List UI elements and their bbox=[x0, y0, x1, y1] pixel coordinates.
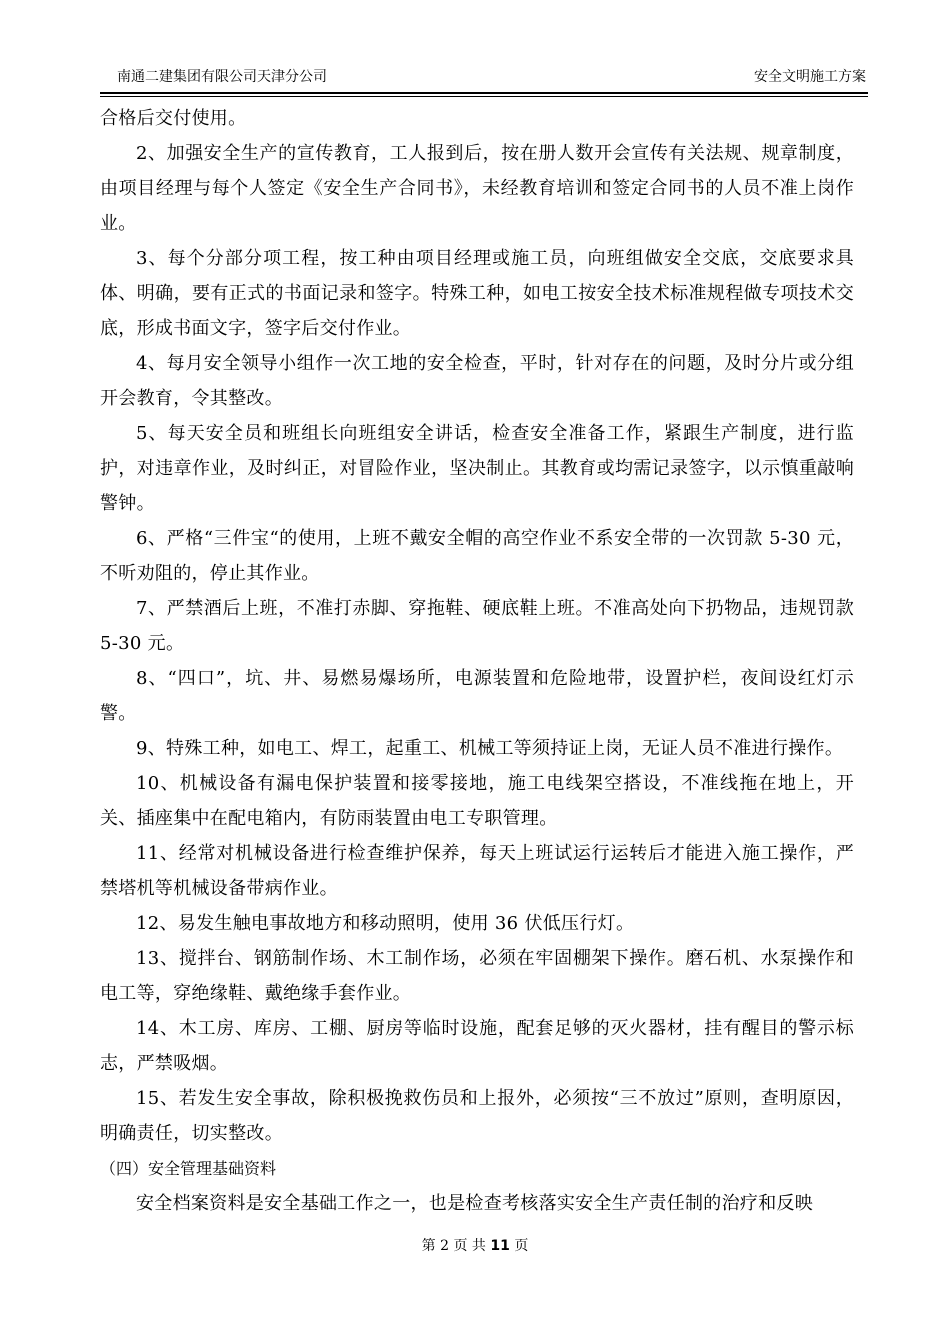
section-paragraph: 安全档案资料是安全基础工作之一，也是检查考核落实安全生产责任制的治疗和反映 bbox=[136, 1193, 814, 1214]
header-rule-thick bbox=[100, 92, 868, 94]
page-header bbox=[100, 66, 868, 88]
list-item: 13、搅拌台、钢筋制作场、木工制作场，必须在牢固棚架下操作。磨石机、水泵操作和电工等，穿绝缘鞋、戴绝缘手套作业。 bbox=[100, 948, 854, 1004]
footer-mid: 页 共 bbox=[453, 1238, 486, 1254]
list-item: 3、每个分部分项工程，按工种由项目经理或施工员，向班组做安全交底，交底要求具体、明确，要有正式的书面记录和签字。特殊工种，如电工按安全技术标准规程做专项技术交底，形成书面文字，签字后交付作业。 bbox=[100, 248, 854, 339]
document-body bbox=[100, 101, 854, 1221]
list-item: 12、易发生触电事故地方和移动照明，使用 36 伏低压行灯。 bbox=[136, 913, 635, 934]
footer-prefix: 第 bbox=[421, 1238, 436, 1254]
list-item: 9、特殊工种，如电工、焊工，起重工、机械工等须持证上岗，无证人员不准进行操作。 bbox=[136, 738, 844, 759]
list-item: 8、“四口”，坑、井、易燃易爆场所，电源装置和危险地带，设置护栏，夜间设红灯示警。 bbox=[100, 668, 854, 724]
footer-page-current: 2 bbox=[440, 1238, 450, 1254]
list-item: 6、严格“三件宝“的使用，上班不戴安全帽的高空作业不系安全带的一次罚款 5-30 元，不听劝阻的，停止其作业。 bbox=[100, 528, 854, 584]
list-item: 2、加强安全生产的宣传教育，工人报到后，按在册人数开会宣传有关法规、规章制度，由项目经理与每个人签定《安全生产合同书》，未经教育培训和签定合同书的人员不准上岗作业。 bbox=[100, 143, 854, 234]
list-item: 10、机械设备有漏电保护装置和接零接地，施工电线架空搭设，不准线拖在地上，开关、插座集中在配电箱内，有防雨装置由电工专职管理。 bbox=[100, 773, 854, 829]
header-rule-thin bbox=[100, 96, 868, 97]
section-title: （四）安全管理基础资料 bbox=[100, 1159, 277, 1178]
header-doc-title: 安全文明施工方案 bbox=[754, 69, 866, 85]
page-footer bbox=[0, 1236, 950, 1256]
footer-suffix: 页 bbox=[514, 1238, 529, 1254]
list-item: 15、若发生安全事故，除积极挽救伤员和上报外，必须按“三不放过”原则，查明原因，明确责任，切实整改。 bbox=[100, 1088, 854, 1144]
body-lead: 合格后交付使用。 bbox=[100, 108, 247, 129]
list-item: 7、严禁酒后上班，不准打赤脚、穿拖鞋、硬底鞋上班。不准高处向下扔物品，违规罚款 5-30 元。 bbox=[100, 598, 854, 654]
footer-page-total: 11 bbox=[490, 1238, 510, 1254]
list-item: 11、经常对机械设备进行检查维护保养，每天上班试运行运转后才能进入施工操作，严禁塔机等机械设备带病作业。 bbox=[100, 843, 854, 899]
list-item: 14、木工房、库房、工棚、厨房等临时设施，配套足够的灭火器材，挂有醒目的警示标志，严禁吸烟。 bbox=[100, 1018, 854, 1074]
header-company: 南通二建集团有限公司天津分公司 bbox=[117, 69, 327, 85]
list-item: 4、每月安全领导小组作一次工地的安全检查，平时，针对存在的问题，及时分片或分组开会教育，令其整改。 bbox=[100, 353, 854, 409]
list-item: 5、每天安全员和班组长向班组安全讲话，检查安全准备工作，紧跟生产制度，进行监护，对违章作业，及时纠正，对冒险作业，坚决制止。其教育或均需记录签字，以示慎重敲响警钟。 bbox=[100, 423, 854, 514]
